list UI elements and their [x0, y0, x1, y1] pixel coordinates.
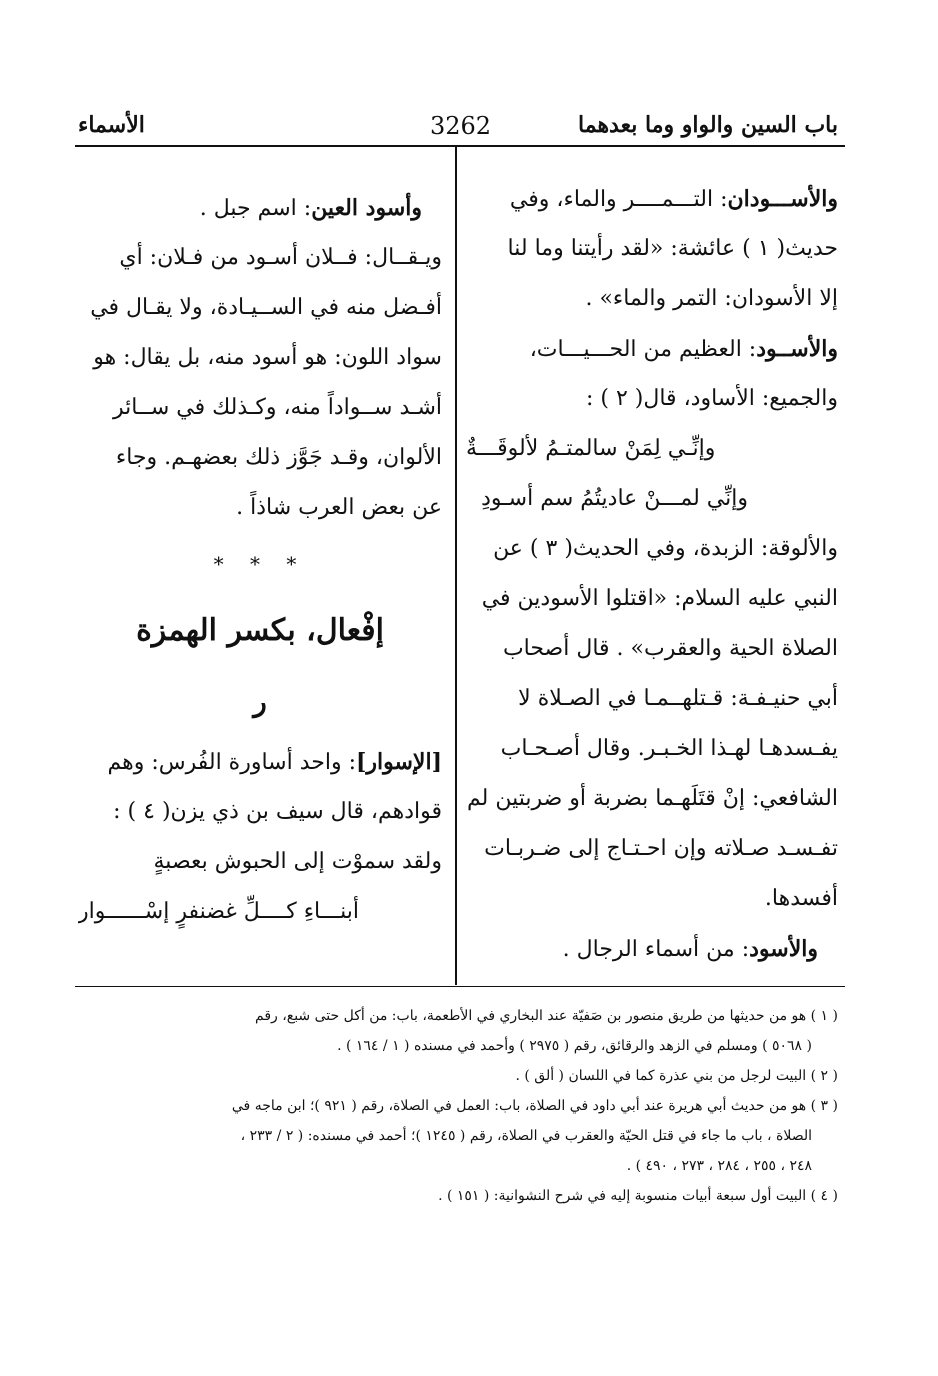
text-line	[466, 174, 838, 224]
text-line	[466, 324, 838, 374]
entry-term: والأســـودان	[727, 186, 838, 212]
footnote-number: ( ١ )	[810, 1008, 838, 1024]
left-column	[78, 183, 442, 937]
text-line: والجميع: الأساود، قال( ٢ ) :	[585, 386, 838, 411]
entry-text: : واحد أساورة الفُرس: وهم	[107, 750, 356, 775]
footnotes	[78, 1001, 838, 1211]
footnote-text: ( ٥٠٦٨ ) ومسلم في الزهد والرقائق، رقم ( ٢٩٧٥ ) وأحمد في مسنده ( ١ / ١٦٤ ) .	[337, 1038, 812, 1054]
footnote-text: ٢٤٨ ، ٢٥٥ ، ٢٨٤ ، ٢٧٣ ، ٤٩٠ ) .	[626, 1158, 812, 1174]
footnote-text: البيت أول سبعة أبيات منسوبة إليه في شرح النشوانية: ( ١٥١ ) .	[438, 1188, 807, 1204]
verse-line: وإنِّـي لِمَنْ سالمتـمُ لألوقَـــةٌ	[466, 436, 716, 461]
footnote-2	[78, 1061, 838, 1091]
page-number: 3262	[430, 112, 492, 140]
section-heading: إفْعال، بكسر الهمزة	[136, 613, 384, 648]
verse-line: ولقد سموْت إلى الحبوش بعصبةٍ	[153, 849, 442, 874]
column-divider	[455, 145, 457, 985]
text-line: والألوقة: الزبدة، وفي الحديث( ٣ ) عن	[493, 536, 838, 561]
text-line: أشـد ســواداً منه، وكـذلك في ســائر	[112, 395, 442, 420]
text-line: النبي عليه السلام: «اقتلوا الأسودين في	[481, 586, 838, 611]
text-line: أفسدها.	[764, 886, 838, 911]
footnote-text: هو من حديث أبي هريرة عند أبي داود في الصلاة، باب: العمل في الصلاة، رقم ( ٩٢١ )؛ ابن ماجه في	[231, 1098, 807, 1114]
text-line	[466, 924, 838, 974]
running-header-chapter: باب السين والواو وما بعدهما	[578, 112, 838, 138]
footnote-text: البيت لرجل من بني عذرة كما في اللسان ( ألق ) .	[515, 1068, 807, 1084]
text-line: يفـسدهـا لهـذا الخـبـر. وقال أصـحـاب	[500, 736, 838, 761]
footnote-text: هو من حديثها من طريق منصور بن صَفيّة عند البخاري في الأطعمة، باب: من أكل حتى شبع، رقم	[255, 1008, 807, 1024]
footnote-text: الصلاة ، باب ما جاء في قتل الحيّة والعقرب في الصلاة، رقم ( ١٢٤٥ )؛ أحمد في مسنده: ( ٢ / ٢٣٣ ،	[240, 1128, 812, 1144]
entry-term: والأسود	[749, 936, 818, 962]
text-line: سواد اللون: هو أسود منه، بل يقال: هو	[93, 345, 442, 370]
text-line: عن بعض العرب شاذاً .	[236, 495, 442, 520]
running-header-section: الأسماء	[78, 112, 145, 138]
text-line	[78, 183, 442, 233]
entry-text: : من أسماء الرجال .	[562, 937, 750, 962]
text-line: أبي حنيـفـة: قـتلهــمـا في الصـلاة لا	[518, 686, 838, 711]
entry-term: وأسود العين	[311, 195, 422, 221]
footnote-number: ( ٣ )	[810, 1098, 838, 1114]
entry-text: : اسم جبل .	[199, 196, 312, 221]
text-line: حديث( ١ ) عائشة: «لقد رأيتنا وما لنا	[507, 236, 838, 261]
text-line: الألوان، وقـد جَوَّز ذلك بعضهـم. وجاء	[115, 445, 442, 470]
verse-line: وإنِّي لمـــنْ عاديتُمُ سم أسـودِ	[481, 486, 748, 511]
text-line: قوادهم، قال سيف بن ذي يزن( ٤ ) :	[113, 799, 442, 824]
entry-text: : التـــمــــر والماء، وفي	[509, 187, 728, 212]
right-column	[466, 174, 838, 974]
text-line: أفـضل منه في الســيـادة، ولا يقـال في	[90, 295, 442, 320]
text-line: ويـقــال: فــلان أسـود من فـلان: أي	[119, 245, 442, 270]
text-line: الصلاة الحية والعقرب» . قال أصحاب	[502, 636, 838, 661]
text-line: تفـسـد صـلاته وإن احـتـاج إلى ضـربـات	[484, 836, 838, 861]
entry-term: والأســود	[756, 336, 838, 362]
entry-text: : العظيم من الحـــيـــات،	[529, 337, 757, 362]
text-line: إلا الأسودان: التمر والماء» .	[585, 286, 838, 311]
footnote-rule	[75, 986, 845, 987]
footnote-number: ( ٢ )	[810, 1068, 838, 1084]
text-line: الشافعي: إنْ قتَلَهـما بضربة أو ضربتين لم	[466, 786, 838, 811]
header-rule	[75, 145, 845, 147]
letter-heading: ر	[253, 685, 267, 718]
section-separator: * * *	[213, 552, 307, 576]
footnote-3	[78, 1091, 838, 1121]
footnote-4	[78, 1181, 838, 1211]
entry-term: [الإسوار]	[355, 749, 442, 775]
verse-line: أبنـــاءِ كــــلِّ غضنفرٍ إسْــــــوار	[78, 899, 359, 924]
text-line	[78, 737, 442, 787]
footnote-1	[78, 1001, 838, 1031]
footnote-number: ( ٤ )	[810, 1188, 838, 1204]
